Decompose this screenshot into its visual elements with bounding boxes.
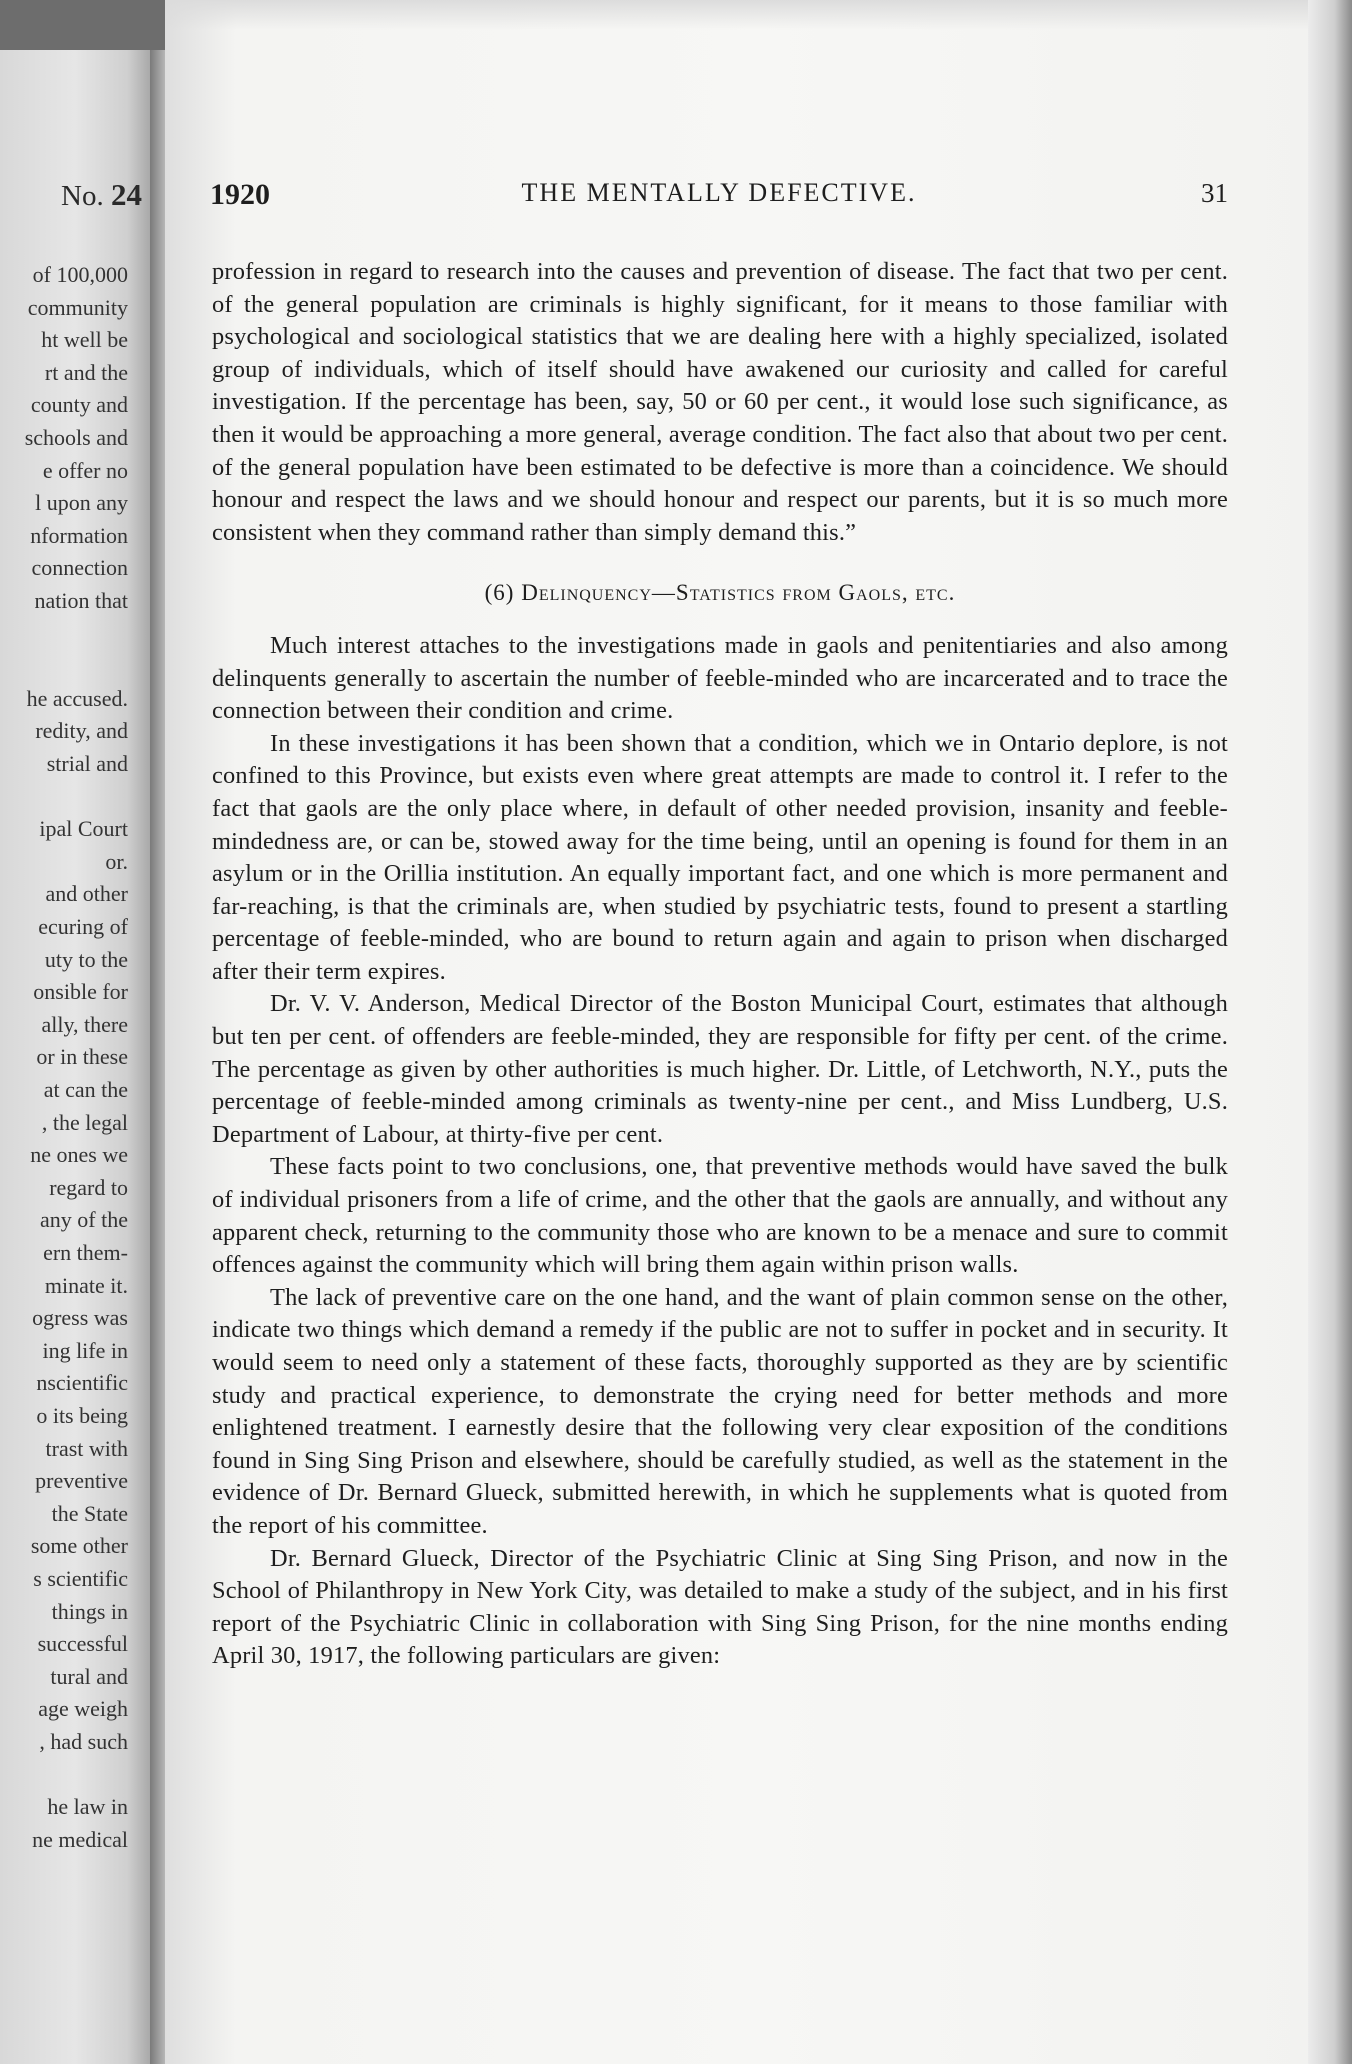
previous-page-line: connection	[31, 555, 128, 581]
paragraph: These facts point to two conclusions, one, that preventive methods would have saved the bulk of individual prisoners from a life of crime, and the other that the gaols are annually, and without any apparent check, returning to the community those who are known to be a menace and sure to commit offences against the community which will bring them again within prison walls.	[212, 1153, 1228, 1279]
previous-page-line: age weigh	[38, 1696, 128, 1722]
running-head	[210, 178, 1228, 214]
previous-page-line: minate it.	[44, 1272, 128, 1298]
previous-page-line: and other	[45, 881, 128, 907]
page-right-edge	[1308, 0, 1352, 2064]
previous-page-line: e offer no	[42, 457, 128, 483]
previous-page-line: schools and	[24, 425, 128, 450]
previous-page-line: he law in	[47, 1794, 128, 1820]
previous-page-line: of 100,000	[32, 262, 128, 287]
previous-page-number-label: No.	[61, 180, 104, 212]
header-title: THE MENTALLY DEFECTIVE.	[521, 178, 917, 207]
previous-page-line: trast with	[45, 1435, 128, 1461]
previous-page-line: nscientific	[36, 1370, 128, 1396]
previous-page-line: s scientific	[33, 1566, 128, 1591]
previous-page-line: at can the	[43, 1077, 128, 1102]
previous-page-line: l upon any	[35, 490, 128, 516]
section-heading	[212, 577, 1228, 610]
previous-page-line: county and	[30, 392, 128, 418]
previous-page-line: o its being	[36, 1403, 128, 1428]
previous-page-line: ecuring of	[38, 914, 128, 939]
paragraph: Dr. Bernard Glueck, Director of the Psychiatric Clinic at Sing Sing Prison, and now in the School of Philanthropy in New York City, was detailed to make a study of the subject, and in his first report of the Psychiatric Clinic in collaboration with Sing Sing Prison, for the nine months ending April 30, 1917, the following particulars are given:	[212, 1544, 1228, 1670]
previous-page-line: redity, and	[35, 718, 128, 744]
paragraph-continued: profession in regard to research into the causes and prevention of disease. The fact that two per cent. of the general population are criminals is highly significant, for it means to those familiar with psychological and sociological statistics that we are dealing here with a highly specialized, isolated group of individuals, which of itself should have awakened our curiosity and called for careful investigation. If the percentage has been, say, 50 or 60 per cent., it would lose such significance, as then it would be approaching a more general, average condition. The fact also that about two per cent. of the general population have been estimated to be defective is more than a coincidence. We should honour and respect the laws and we should honour and respect our parents, but it is so much more consistent when they command rather than simply demand this.”	[212, 258, 1228, 546]
previous-page-number: 24	[111, 177, 142, 212]
header-year: 1920	[210, 178, 270, 211]
previous-page-line: ogress was	[32, 1305, 128, 1331]
previous-page-line: things in	[51, 1598, 128, 1624]
previous-page-line: onsible for	[33, 979, 128, 1005]
previous-page-line: regard to	[49, 1174, 128, 1200]
previous-page-line: ally, there	[41, 1011, 128, 1037]
previous-page-line: nation that	[34, 588, 128, 613]
previous-page-line: the State	[51, 1500, 128, 1526]
page-body	[212, 256, 1228, 1673]
previous-page-line: any of the	[40, 1207, 128, 1233]
previous-page-line: ing life in	[42, 1337, 128, 1363]
previous-page-line: ne medical	[32, 1826, 128, 1852]
previous-page-line: successful	[37, 1631, 128, 1657]
paragraph: In these investigations it has been shown that a condition, which we in Ontario deplore, is not confined to this Province, but exists even where great attempts are made to control it. I refer to the fact that gaols are the only place where, in default of other needed provision, insanity and feeble-mindedness are, or can be, stowed away for the time being, until an opening is found for them in an asylum or in the Orillia institution. An equally important fact, and one which is more permanent and far-reaching, is that the criminals are, when studied by psychiatric tests, found to present a startling percentage of feeble-minded, who are bound to return again and again to prison when discharged after their term expires.	[212, 729, 1228, 985]
previous-page-line: strial and	[46, 751, 128, 776]
paragraph: Much interest attaches to the investigations made in gaols and penitentiaries and also among delinquents generally to ascertain the number of feeble-minded who are incarcerated and to trace the connection between their condition and crime.	[212, 631, 1228, 725]
previous-page-line: rt and the	[44, 359, 128, 385]
previous-page-line: ht well be	[41, 327, 128, 353]
previous-page-line: he accused.	[26, 685, 128, 711]
previous-page-line: preventive	[35, 1468, 128, 1494]
previous-page-edge	[0, 50, 150, 2064]
previous-page-line: , had such	[39, 1729, 128, 1754]
previous-page-line: tural and	[50, 1663, 128, 1689]
paragraph: Dr. V. V. Anderson, Medical Director of the Boston Municipal Court, estimates that although but ten per cent. of offenders are feeble-minded, they are responsible for fifty per cent. of the crime. The percentage as given by other authorities is much higher. Dr. Little, of Letchworth, N.Y., puts the percentage of feeble-minded among criminals as twenty-nine per cent., and Miss Lundberg, U.S. Department of Labour, at thirty-five per cent.	[212, 990, 1228, 1148]
previous-page-header	[61, 177, 142, 213]
page-number: 31	[1201, 178, 1228, 208]
previous-page-line: community	[27, 294, 128, 320]
page-top-shadow	[165, 0, 1352, 30]
section-title: Delinquency—Statistics from Gaols, etc.	[521, 580, 956, 606]
previous-page-line: nformation	[30, 522, 128, 548]
previous-page-line: , the legal	[41, 1109, 128, 1135]
previous-page-line: uty to the	[44, 946, 128, 972]
previous-page-line: ipal Court	[39, 816, 128, 842]
previous-page-line: some other	[30, 1533, 128, 1559]
previous-page-line: or.	[105, 848, 128, 874]
previous-page-line: ne ones we	[30, 1142, 128, 1168]
paragraph: The lack of preventive care on the one hand, and the want of plain common sense on the other, indicate two things which demand a remedy if the public are not to suffer in pocket and in security. It would seem to need only a statement of these facts, thoroughly supported as they are by scientific study and practical experience, to demonstrate the crying need for better methods and more enlightened treatment. I earnestly desire that the following very clear exposition of the conditions found in Sing Sing Prison and elsewhere, should be carefully studied, as well as the statement in the evidence of Dr. Bernard Glueck, submitted herewith, in which he supplements what is quoted from the report of his committee.	[212, 1283, 1228, 1539]
section-number: (6)	[484, 580, 515, 606]
previous-page-line: or in these	[36, 1044, 128, 1070]
previous-page-line: ern them-	[43, 1240, 128, 1265]
